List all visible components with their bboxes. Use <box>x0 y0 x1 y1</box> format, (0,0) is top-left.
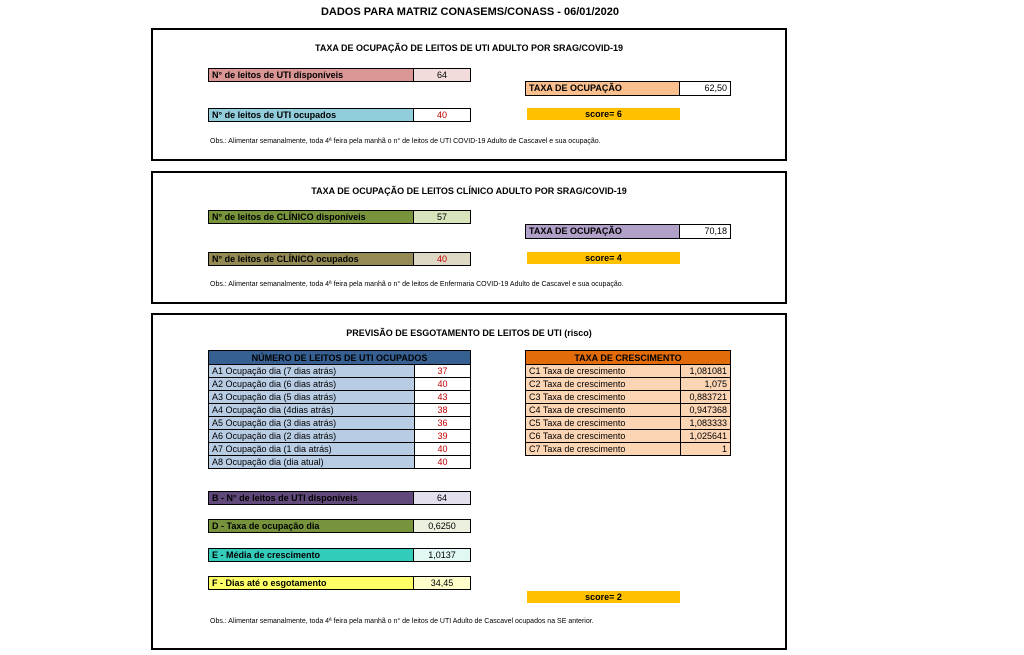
ocupados-row-value: 36 <box>415 417 471 430</box>
crescimento-row <box>526 378 731 391</box>
crescimento-row-label: C1 Taxa de crescimento <box>526 365 681 378</box>
ocupados-table-header: NÚMERO DE LEITOS DE UTI OCUPADOS <box>209 351 471 365</box>
ocupados-row-value: 40 <box>415 456 471 469</box>
clinico-ocupados-value: 40 <box>413 252 471 266</box>
crescimento-row-label: C7 Taxa de crescimento <box>526 443 681 456</box>
crescimento-row <box>526 391 731 404</box>
clinico-obs-note: Obs.: Alimentar semanalmente, toda 4ª feira pela manhã o n° de leitos de Enfermaria COVID-19 Adulto de Cascavel e sua ocupação. <box>210 281 624 288</box>
b-disponiveis-label: B - N° de leitos de UTI disponíveis <box>208 491 414 505</box>
crescimento-row <box>526 430 731 443</box>
uti-disponiveis-label: N° de leitos de UTI disponíveis <box>208 68 414 82</box>
previsao-score-badge: score= 2 <box>527 591 680 603</box>
ocupados-row <box>209 404 471 417</box>
ocupados-row <box>209 443 471 456</box>
crescimento-row-value: 1,083333 <box>681 417 731 430</box>
ocupados-row-label: A1 Ocupação dia (7 dias atrás) <box>209 365 415 378</box>
ocupados-row-value: 43 <box>415 391 471 404</box>
uti-obs-note: Obs.: Alimentar semanalmente, toda 4ª feira pela manhã o n° de leitos de UTI COVID-19 Adulto de Cascavel e sua ocupação. <box>210 138 601 145</box>
uti-score-badge: score= 6 <box>527 108 680 120</box>
f-dias-value: 34,45 <box>413 576 471 590</box>
crescimento-row-value: 1,081081 <box>681 365 731 378</box>
ocupados-row <box>209 378 471 391</box>
crescimento-row-label: C2 Taxa de crescimento <box>526 378 681 391</box>
crescimento-table <box>525 350 731 456</box>
clinico-score-badge: score= 4 <box>527 252 680 264</box>
ocupados-row <box>209 456 471 469</box>
crescimento-row-value: 1,025641 <box>681 430 731 443</box>
ocupados-row <box>209 391 471 404</box>
crescimento-row-label: C6 Taxa de crescimento <box>526 430 681 443</box>
crescimento-table-header: TAXA DE CRESCIMENTO <box>526 351 731 365</box>
clinico-occupancy-section <box>151 171 787 304</box>
clinico-disponiveis-value: 57 <box>413 210 471 224</box>
ocupados-row <box>209 417 471 430</box>
ocupados-row-label: A7 Ocupação dia (1 dia atrás) <box>209 443 415 456</box>
uti-occupancy-section <box>151 28 787 161</box>
crescimento-row-label: C4 Taxa de crescimento <box>526 404 681 417</box>
uti-disponiveis-value: 64 <box>413 68 471 82</box>
crescimento-row-value: 0,883721 <box>681 391 731 404</box>
crescimento-row-value: 0,947368 <box>681 404 731 417</box>
ocupados-row-value: 39 <box>415 430 471 443</box>
ocupados-row-value: 37 <box>415 365 471 378</box>
clinico-ocupados-label: N° de leitos de CLÍNICO ocupados <box>208 252 414 266</box>
uti-ocupados-value: 40 <box>413 108 471 122</box>
e-media-label: E - Média de crescimento <box>208 548 414 562</box>
e-media-value: 1,0137 <box>413 548 471 562</box>
crescimento-row-value: 1,075 <box>681 378 731 391</box>
crescimento-row-label: C3 Taxa de crescimento <box>526 391 681 404</box>
uti-taxa-value: 62,50 <box>679 81 731 96</box>
previsao-section-title: PREVISÃO DE ESGOTAMENTO DE LEITOS DE UTI (risco) <box>346 328 592 338</box>
page-title: DADOS PARA MATRIZ CONASEMS/CONASS - 06/01/2020 <box>320 6 620 18</box>
crescimento-row-value: 1 <box>681 443 731 456</box>
ocupados-row-label: A3 Ocupação dia (5 dias atrás) <box>209 391 415 404</box>
ocupados-row-label: A6 Ocupação dia (2 dias atrás) <box>209 430 415 443</box>
ocupados-row-label: A5 Ocupação dia (3 dias atrás) <box>209 417 415 430</box>
f-dias-label: F - Dias até o esgotamento <box>208 576 414 590</box>
clinico-taxa-value: 70,18 <box>679 224 731 239</box>
crescimento-row <box>526 404 731 417</box>
b-disponiveis-value: 64 <box>413 491 471 505</box>
clinico-section-title: TAXA DE OCUPAÇÃO DE LEITOS CLÍNICO ADULTO POR SRAG/COVID-19 <box>311 186 627 196</box>
previsao-section <box>151 313 787 650</box>
clinico-taxa-label: TAXA DE OCUPAÇÃO <box>525 224 680 239</box>
uti-section-title: TAXA DE OCUPAÇÃO DE LEITOS DE UTI ADULTO POR SRAG/COVID-19 <box>314 43 624 53</box>
crescimento-row <box>526 417 731 430</box>
ocupados-row-value: 38 <box>415 404 471 417</box>
d-taxa-label: D - Taxa de ocupação dia <box>208 519 414 533</box>
ocupados-row-value: 40 <box>415 378 471 391</box>
ocupados-table <box>208 350 471 469</box>
ocupados-row-label: A2 Ocupação dia (6 dias atrás) <box>209 378 415 391</box>
crescimento-row-label: C5 Taxa de crescimento <box>526 417 681 430</box>
ocupados-row-label: A4 Ocupação dia (4dias atrás) <box>209 404 415 417</box>
uti-taxa-label: TAXA DE OCUPAÇÃO <box>525 81 680 96</box>
clinico-disponiveis-label: N° de leitos de CLÍNICO disponíveis <box>208 210 414 224</box>
ocupados-row <box>209 365 471 378</box>
d-taxa-value: 0,6250 <box>413 519 471 533</box>
ocupados-row-value: 40 <box>415 443 471 456</box>
crescimento-row <box>526 443 731 456</box>
crescimento-row <box>526 365 731 378</box>
ocupados-row <box>209 430 471 443</box>
ocupados-row-label: A8 Ocupação dia (dia atual) <box>209 456 415 469</box>
uti-ocupados-label: N° de leitos de UTI ocupados <box>208 108 414 122</box>
previsao-obs-note: Obs.: Alimentar semanalmente, toda 4ª feira pela manhã o n° de leitos de UTI Adulto de Cascavel ocupados na SE anterior. <box>210 618 594 625</box>
